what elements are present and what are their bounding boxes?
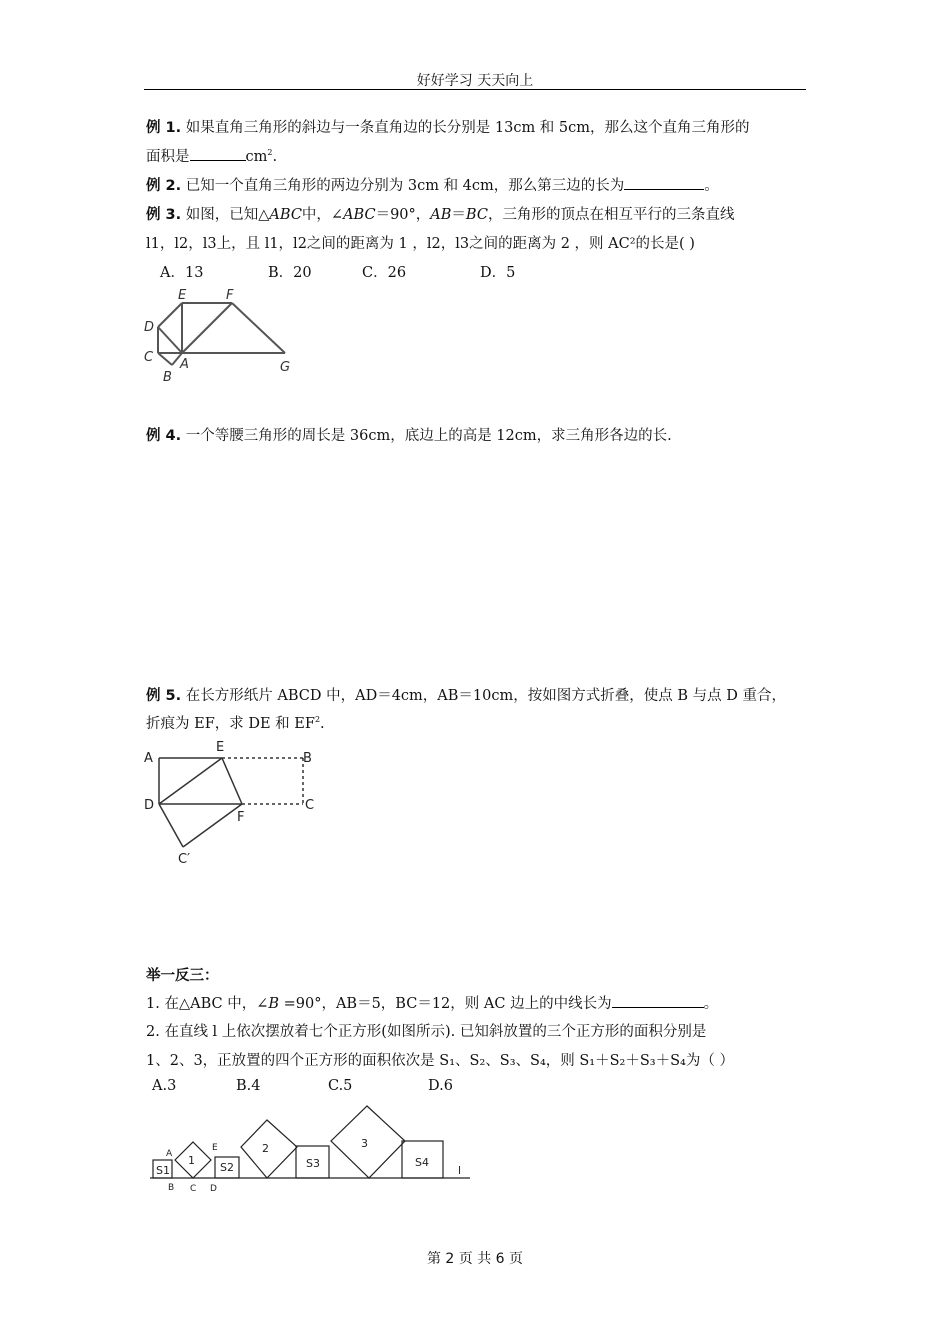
- ex5-label-F: F: [237, 810, 245, 825]
- ex3-label-G: G: [280, 360, 291, 375]
- ex3-label-D: D: [144, 320, 155, 335]
- ex3-option-a: A．13: [160, 265, 204, 281]
- ex5-label-A: A: [144, 751, 153, 766]
- ex1-label: 例 1.: [146, 120, 182, 136]
- q2-option-b: B.4: [236, 1078, 261, 1094]
- ex1-unit: cm: [245, 149, 268, 165]
- ex5-text1: 在长方形纸片 ABCD 中，AD＝4cm，AB＝10cm，按如图方式折叠，使点 B 与点 D 重合，: [185, 688, 786, 704]
- q2-label-E: E: [212, 1143, 218, 1153]
- ex4-label: 例 4.: [146, 428, 182, 444]
- ex5-label-E: E: [216, 740, 225, 755]
- ex1-unit-sup: 2: [267, 148, 273, 158]
- ex3-label: 例 3.: [146, 207, 182, 223]
- q1-angle-b: B: [268, 996, 279, 1012]
- ex1-answer-blank: [190, 148, 246, 161]
- ex3-label-A: A: [180, 357, 189, 372]
- q2-label-S3: S3: [306, 1157, 320, 1170]
- ex3-line2: l1，l2，l3上，且 l1，l2之间的距离为 1 ，l2，l3之间的距离为 2 ，则 AC²的长是( ): [146, 236, 695, 252]
- q2-label-B: B: [168, 1183, 175, 1193]
- ex1-end: .: [272, 149, 278, 165]
- ex3-text-c: ＝90°，: [375, 207, 431, 223]
- ex5-label-B: B: [303, 751, 312, 766]
- page-footer: 第 2 页 共 6 页: [426, 1251, 524, 1267]
- q1-end: 。: [703, 996, 719, 1012]
- ex5-label-D: D: [144, 798, 155, 813]
- ex3-text-a: 如图，已知△: [185, 207, 270, 223]
- ex3-text-b: 中，∠: [301, 207, 344, 223]
- header-rule: [144, 89, 806, 90]
- ex5-label-Cprime: C′: [178, 852, 191, 867]
- ex4-line: [146, 424, 672, 445]
- ex5-sup: 2: [314, 715, 321, 725]
- q2-label-S1: S1: [156, 1164, 170, 1177]
- ex1-text1: 如果直角三角形的斜边与一条直角边的长分别是 13cm 和 5cm，那么这个直角三角形的: [185, 120, 750, 136]
- ex3-option-c: C．26: [362, 265, 407, 281]
- practice-q1: [146, 992, 718, 1013]
- q2-label-1: 1: [188, 1154, 195, 1167]
- ex3-abc2: ABC: [343, 207, 376, 223]
- ex3-option-b: B．20: [268, 265, 312, 281]
- q2-option-a: A.3: [152, 1078, 177, 1094]
- q1-text-c: =90°，AB＝5，BC＝12，则 AC 边上的中线长为: [279, 996, 612, 1012]
- q2-option-d: D.6: [428, 1078, 453, 1094]
- ex3-label-C: C: [144, 350, 154, 365]
- ex2-label: 例 2.: [146, 178, 182, 194]
- ex2-end: 。: [704, 178, 719, 194]
- ex5-line2: [146, 712, 325, 733]
- q2-label-D: D: [210, 1184, 217, 1194]
- q2-label-2: 2: [262, 1142, 269, 1155]
- ex3-label-B: B: [163, 370, 172, 385]
- ex3-text-d: ＝: [451, 207, 466, 223]
- ex5-figure: [140, 735, 330, 870]
- ex3-figure: [140, 285, 310, 390]
- q2-figure: [140, 1100, 480, 1200]
- ex3-text-e: ，三角形的顶点在相互平行的三条直线: [487, 207, 735, 223]
- ex5-line1: [146, 684, 786, 705]
- ex1-line1: [146, 116, 750, 137]
- ex5-label-C: C: [305, 798, 315, 813]
- ex5-text2: 折痕为 EF，求 DE 和 EF: [146, 716, 315, 732]
- ex1-line2: [146, 145, 277, 166]
- ex5-label: 例 5.: [146, 688, 182, 704]
- q2-label-C: C: [190, 1184, 197, 1194]
- ex3-abc: ABC: [269, 207, 302, 223]
- practice-q2-line2: 1、2、3，正放置的四个正方形的面积依次是 S₁、S₂、S₃、S₄，则 S₁＋S₂＋S₃＋S₄为（ ）: [146, 1053, 734, 1069]
- ex4-text: 一个等腰三角形的周长是 36cm，底边上的高是 12cm，求三角形各边的长.: [185, 428, 672, 444]
- ex5-end: .: [320, 716, 325, 732]
- ex3-label-E: E: [178, 288, 187, 303]
- ex2-answer-blank: [624, 177, 704, 190]
- page-header: 好好学习 天天向上: [416, 73, 534, 89]
- q1-answer-blank: [612, 995, 704, 1008]
- ex1-text2: 面积是: [146, 149, 190, 165]
- q2-label-3: 3: [361, 1137, 368, 1150]
- ex3-label-F: F: [226, 288, 234, 303]
- ex3-line1: [146, 203, 734, 224]
- q2-label-l: l: [458, 1164, 462, 1177]
- q2-option-c: C.5: [328, 1078, 353, 1094]
- practice-title: 举一反三：: [146, 968, 219, 984]
- ex3-option-d: D．5: [480, 265, 516, 281]
- ex3-bc: BC: [465, 207, 488, 223]
- ex2-text: 已知一个直角三角形的两边分别为 3cm 和 4cm，那么第三边的长为: [185, 178, 625, 194]
- ex2-line: [146, 174, 719, 195]
- q2-label-S2: S2: [220, 1161, 234, 1174]
- q1-text-a: 1. 在△ABC 中，∠: [146, 996, 269, 1012]
- q2-label-S4: S4: [415, 1156, 429, 1169]
- practice-q2-line1: 2. 在直线 l 上依次摆放着七个正方形(如图所示). 已知斜放置的三个正方形的面积分别是: [146, 1024, 707, 1040]
- q2-label-A: A: [166, 1149, 173, 1159]
- ex3-ab: AB: [430, 207, 452, 223]
- ex3-options: [160, 261, 515, 282]
- q2-options: [152, 1078, 453, 1094]
